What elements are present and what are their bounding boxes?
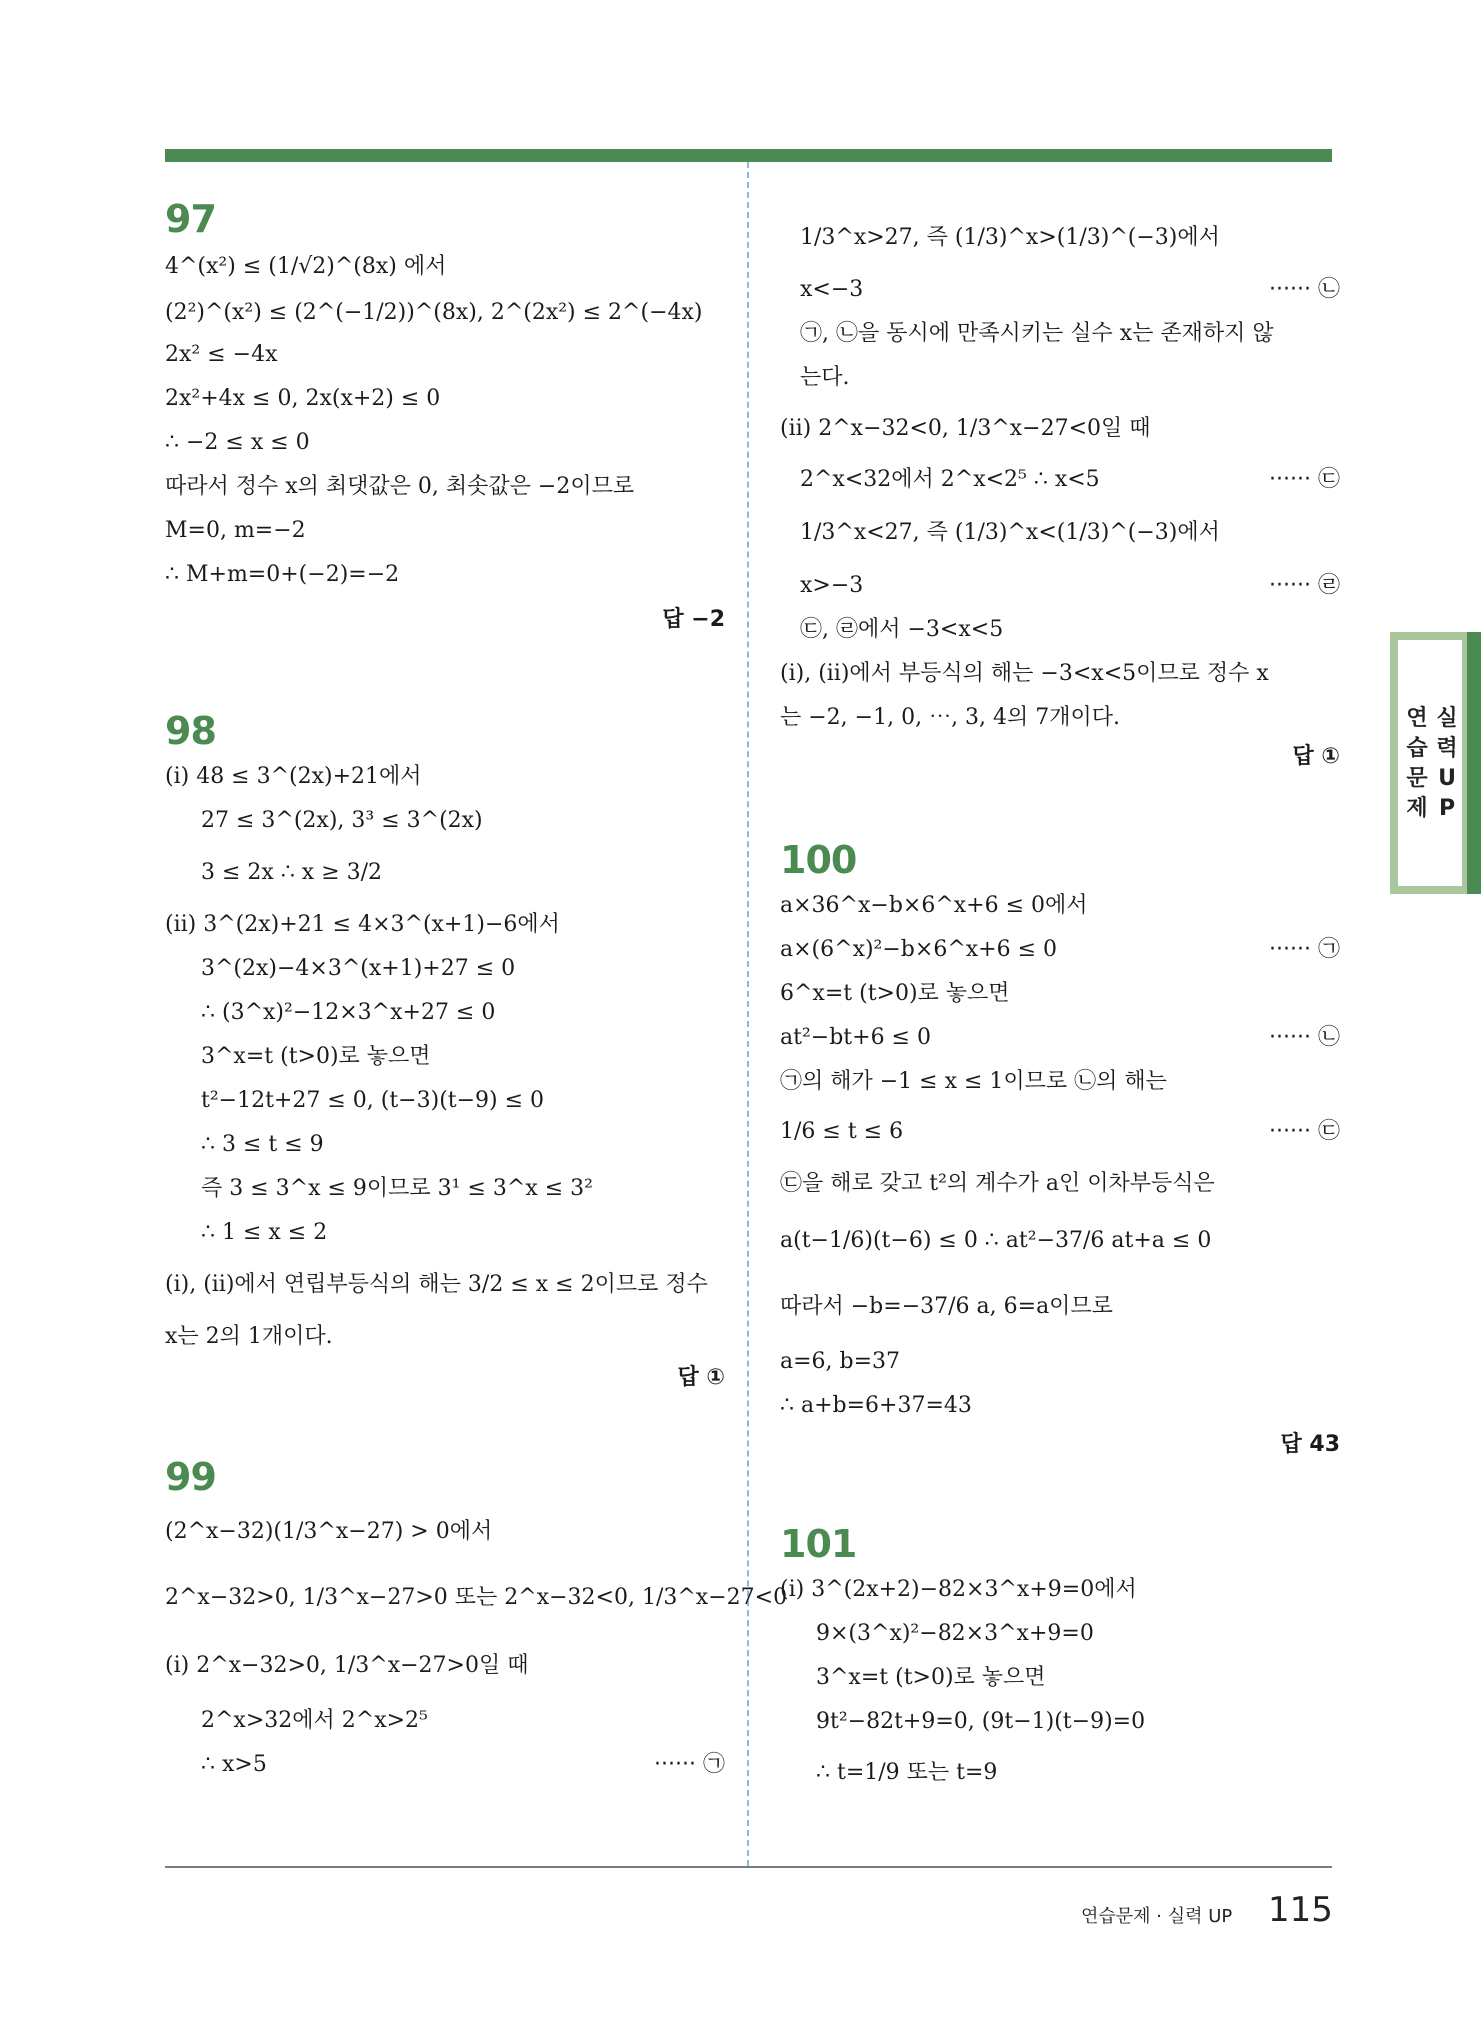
side-tab-col1	[1404, 704, 1430, 824]
left-column	[165, 195, 788, 1787]
solution-line: 3^x=t (t>0)로 놓으면	[201, 1044, 431, 1069]
side-tab-char: 습	[1406, 736, 1428, 761]
solution-line: ∴ a+b=6+37=43	[780, 1393, 972, 1418]
answer-label: 답 ①	[1292, 744, 1340, 769]
solution-line: ㉢을 해로 갖고 t²의 계수가 a인 이차부등식은	[780, 1171, 1215, 1196]
solution-line: (ⅰ) 2^x−32>0, 1/3^x−27>0일 때	[165, 1653, 529, 1678]
answer-label: 답 ①	[677, 1365, 725, 1390]
solution-line: 27 ≤ 3^(2x), 3³ ≤ 3^(2x)	[201, 808, 483, 833]
problem-number: 101	[780, 1522, 857, 1566]
side-tab-edge	[1467, 632, 1481, 894]
right-column	[780, 208, 1340, 1802]
solution-line: 1/3^x<27, 즉 (1/3)^x<(1/3)^(−3)에서	[800, 520, 1220, 545]
solution-line: 2^x−32>0, 1/3^x−27>0 또는 2^x−32<0, 1/3^x−27<0	[165, 1585, 788, 1610]
footer-section-label: 연습문제 · 실력 UP	[1081, 1906, 1233, 1927]
side-tab-char: 력	[1436, 736, 1458, 761]
solution-line: ∴ M+m=0+(−2)=−2	[165, 562, 400, 587]
solution-line: 3^x=t (t>0)로 놓으면	[816, 1665, 1046, 1690]
side-tab-col2	[1434, 704, 1460, 824]
solution-line: (ⅱ) 3^(2x)+21 ≤ 4×3^(x+1)−6에서	[165, 912, 560, 937]
solution-line: 2^x>32에서 2^x>2⁵	[201, 1708, 428, 1733]
solution-line: 9×(3^x)²−82×3^x+9=0	[816, 1621, 1094, 1646]
top-green-bar	[165, 149, 1332, 162]
equation-tag: ······ ㉣	[1269, 573, 1340, 598]
side-tab-char: P	[1438, 796, 1456, 821]
problem-number: 99	[165, 1455, 216, 1499]
solution-line: a×36^x−b×6^x+6 ≤ 0에서	[780, 893, 1088, 918]
solution-line: (2^x−32)(1/3^x−27) > 0에서	[165, 1519, 493, 1544]
solution-line: ㉢, ㉣에서 −3<x<5	[800, 617, 1004, 642]
answer-label: 답 −2	[662, 607, 725, 632]
solution-line: (ⅰ) 3^(2x+2)−82×3^x+9=0에서	[780, 1577, 1137, 1602]
solution-line	[165, 1743, 725, 1787]
solution-line: 9t²−82t+9=0, (9t−1)(t−9)=0	[816, 1709, 1146, 1734]
solution-text: x>−3	[800, 573, 864, 598]
page-number: 115	[1268, 1890, 1333, 1930]
solution-line	[780, 268, 1340, 312]
equation-tag: ······ ㉠	[1269, 937, 1340, 962]
solution-line: 따라서 −b=−37/6 a, 6=a이므로	[780, 1294, 1113, 1319]
equation-tag: ······ ㉡	[1269, 277, 1340, 302]
chapter-side-tab	[1390, 632, 1481, 894]
problem-number: 97	[165, 197, 216, 241]
side-tab-char: 문	[1406, 766, 1428, 791]
solution-line: 2x² ≤ −4x	[165, 342, 278, 367]
solution-text: at²−bt+6 ≤ 0	[780, 1025, 931, 1050]
solution-line: ∴ 1 ≤ x ≤ 2	[201, 1220, 328, 1245]
solution-line	[780, 928, 1340, 972]
solution-line: 4^(x²) ≤ (1/√2)^(8x) 에서	[165, 254, 447, 279]
solution-line: ∴ 3 ≤ t ≤ 9	[201, 1132, 324, 1157]
solution-line: M=0, m=−2	[165, 518, 306, 543]
solution-line: ㉠, ㉡을 동시에 만족시키는 실수 x는 존재하지 않	[800, 321, 1274, 346]
solution-line: 따라서 정수 x의 최댓값은 0, 최솟값은 −2이므로	[165, 474, 635, 499]
solution-line: a=6, b=37	[780, 1349, 901, 1374]
solution-line: (2²)^(x²) ≤ (2^(−1/2))^(8x), 2^(2x²) ≤ 2^(−4x)	[165, 300, 703, 325]
solution-line: (ⅱ) 2^x−32<0, 1/3^x−27<0일 때	[780, 416, 1151, 441]
solution-line	[780, 1016, 1340, 1060]
problem-number: 98	[165, 709, 216, 753]
solution-line: 2x²+4x ≤ 0, 2x(x+2) ≤ 0	[165, 386, 441, 411]
equation-tag: ······ ㉢	[1269, 1119, 1340, 1144]
solution-line: 1/3^x>27, 즉 (1/3)^x>(1/3)^(−3)에서	[800, 225, 1220, 250]
answer-label: 답 43	[1280, 1432, 1340, 1457]
solution-line: 6^x=t (t>0)로 놓으면	[780, 981, 1010, 1006]
equation-tag: ······ ㉠	[654, 1752, 725, 1777]
side-tab-char: 실	[1436, 706, 1458, 731]
side-tab-char: U	[1438, 766, 1456, 791]
solution-line: 3^(2x)−4×3^(x+1)+27 ≤ 0	[201, 956, 516, 981]
solution-line: (ⅰ), (ⅱ)에서 부등식의 해는 −3<x<5이므로 정수 x	[780, 661, 1269, 686]
solution-text: ∴ x>5	[201, 1752, 267, 1777]
solution-line: ∴ t=1/9 또는 t=9	[816, 1760, 998, 1785]
solution-line: ㉠의 해가 −1 ≤ x ≤ 1이므로 ㉡의 해는	[780, 1069, 1167, 1094]
solution-line: 즉 3 ≤ 3^x ≤ 9이므로 3¹ ≤ 3^x ≤ 3²	[201, 1176, 593, 1201]
solution-line: (ⅰ), (ⅱ)에서 연립부등식의 해는 3/2 ≤ x ≤ 2이므로 정수	[165, 1272, 708, 1297]
solution-text: 2^x<32에서 2^x<2⁵ ∴ x<5	[800, 467, 1100, 492]
solution-text: x<−3	[800, 277, 864, 302]
column-divider	[747, 162, 749, 1866]
bottom-rule	[165, 1866, 1332, 1868]
solution-line: x는 2의 1개이다.	[165, 1324, 333, 1349]
solution-line: t²−12t+27 ≤ 0, (t−3)(t−9) ≤ 0	[201, 1088, 545, 1113]
side-tab-char: 연	[1406, 706, 1428, 731]
solution-line	[780, 1104, 1340, 1160]
solution-line: ∴ −2 ≤ x ≤ 0	[165, 430, 310, 455]
solution-text: a×(6^x)²−b×6^x+6 ≤ 0	[780, 937, 1058, 962]
equation-tag: ······ ㉢	[1269, 467, 1340, 492]
solution-line: (ⅰ) 48 ≤ 3^(2x)+21에서	[165, 764, 422, 789]
solution-line	[780, 458, 1340, 502]
side-tab-char: 제	[1406, 796, 1428, 821]
equation-tag: ······ ㉡	[1269, 1025, 1340, 1050]
solution-line	[780, 564, 1340, 608]
solution-line: a(t−1/6)(t−6) ≤ 0 ∴ at²−37/6 at+a ≤ 0	[780, 1228, 1212, 1253]
problem-number: 100	[780, 838, 857, 882]
solution-line: 는다.	[800, 365, 850, 390]
solution-text: 1/6 ≤ t ≤ 6	[780, 1119, 904, 1144]
solution-line: 3 ≤ 2x ∴ x ≥ 3/2	[201, 860, 383, 885]
solution-line: 는 −2, −1, 0, ⋯, 3, 4의 7개이다.	[780, 705, 1121, 730]
solution-line: ∴ (3^x)²−12×3^x+27 ≤ 0	[201, 1000, 496, 1025]
